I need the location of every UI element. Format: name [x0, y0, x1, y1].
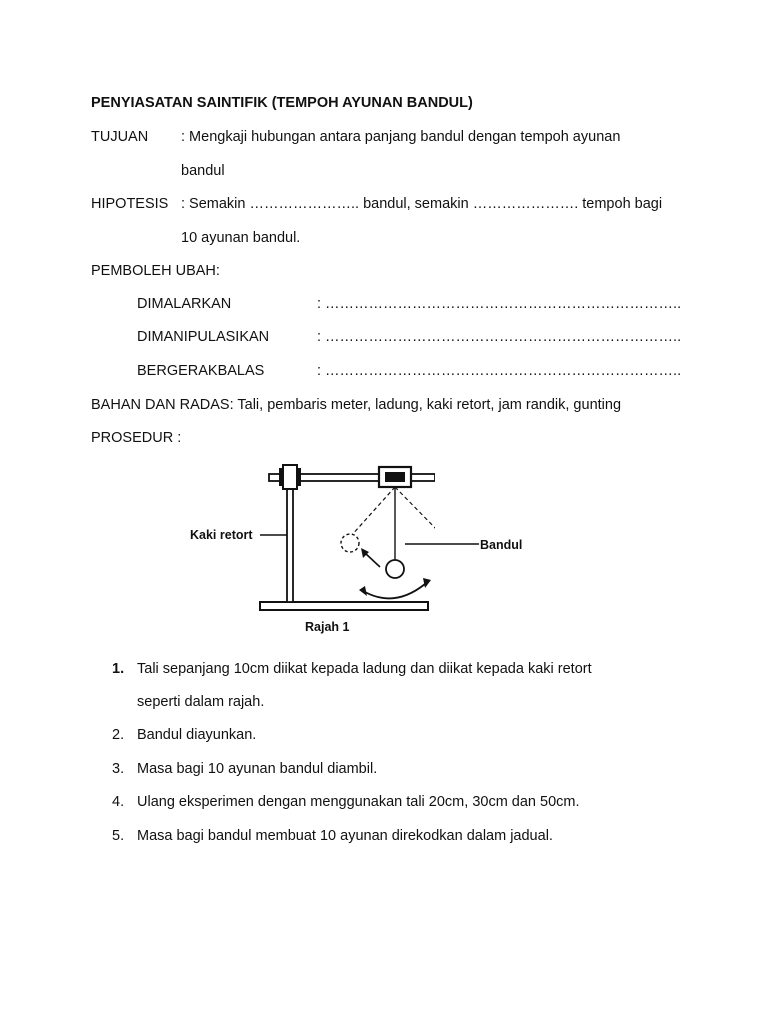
boss-clamp-screw — [279, 468, 283, 486]
pendulum-bob — [386, 560, 404, 578]
variable-blank-dimalarkan: : ……………………………………………………………….. — [317, 296, 682, 312]
variable-label-bergerakbalas: BERGERAKBALAS — [137, 363, 265, 379]
swing-arc-arrow — [365, 584, 425, 598]
retort-rod — [287, 474, 293, 602]
step-text: Ulang eksperimen dengan menggunakan tali 20cm, 30cm dan 50cm. — [137, 794, 580, 810]
hipotesis-label: HIPOTESIS — [91, 196, 169, 212]
step-text: Bandul diayunkan. — [137, 727, 257, 743]
hipotesis-text-line2: 10 ayunan bandul. — [181, 230, 301, 246]
step-text: Masa bagi 10 ayunan bandul diambil. — [137, 761, 378, 777]
tujuan-text-line1: : Mengkaji hubungan antara panjang bandul dengan tempoh ayunan — [181, 129, 621, 145]
variable-label-dimanipulasikan: DIMANIPULASIKAN — [137, 329, 270, 345]
diagram-caption: Rajah 1 — [305, 620, 350, 634]
variable-blank-dimanipulasikan: : ……………………………………………………………….. — [317, 329, 682, 345]
step-number: 3. — [112, 761, 125, 777]
variable-blank-bergerakbalas: : ……………………………………………………………….. — [317, 363, 682, 379]
label-kaki-retort: Kaki retort — [190, 528, 253, 542]
prosedur-label: PROSEDUR : — [91, 430, 182, 446]
hipotesis-text-line1: : Semakin ………………….. bandul, semakin …………………. tempoh bagi — [181, 196, 663, 212]
retort-base — [260, 602, 428, 610]
tujuan-text-line2: bandul — [181, 163, 225, 179]
boss-clamp — [283, 465, 297, 489]
page-title: PENYIASATAN SAINTIFIK (TEMPOH AYUNAN BANDUL) — [91, 95, 473, 111]
bandul-leader-line — [405, 538, 485, 550]
step-number: 1. — [112, 661, 125, 677]
tujuan-label: TUJUAN — [91, 129, 149, 145]
step-text: Tali sepanjang 10cm diikat kepada ladung dan diikat kepada kaki retort — [137, 661, 592, 677]
step-number: 5. — [112, 828, 125, 844]
bahan-radas-text: BAHAN DAN RADAS: Tali, pembaris meter, ladung, kaki retort, jam randik, gunting — [91, 397, 622, 413]
step-text: Masa bagi bandul membuat 10 ayunan direkodkan dalam jadual. — [137, 828, 553, 844]
step-text-continued: seperti dalam rajah. — [137, 694, 265, 710]
step-number: 4. — [112, 794, 125, 810]
label-bandul: Bandul — [480, 538, 523, 552]
pemboleh-ubah-label: PEMBOLEH UBAH: — [91, 263, 220, 279]
variable-label-dimalarkan: DIMALARKAN — [137, 296, 232, 312]
step-number: 2. — [112, 727, 125, 743]
pendulum-bob-left — [341, 534, 359, 552]
